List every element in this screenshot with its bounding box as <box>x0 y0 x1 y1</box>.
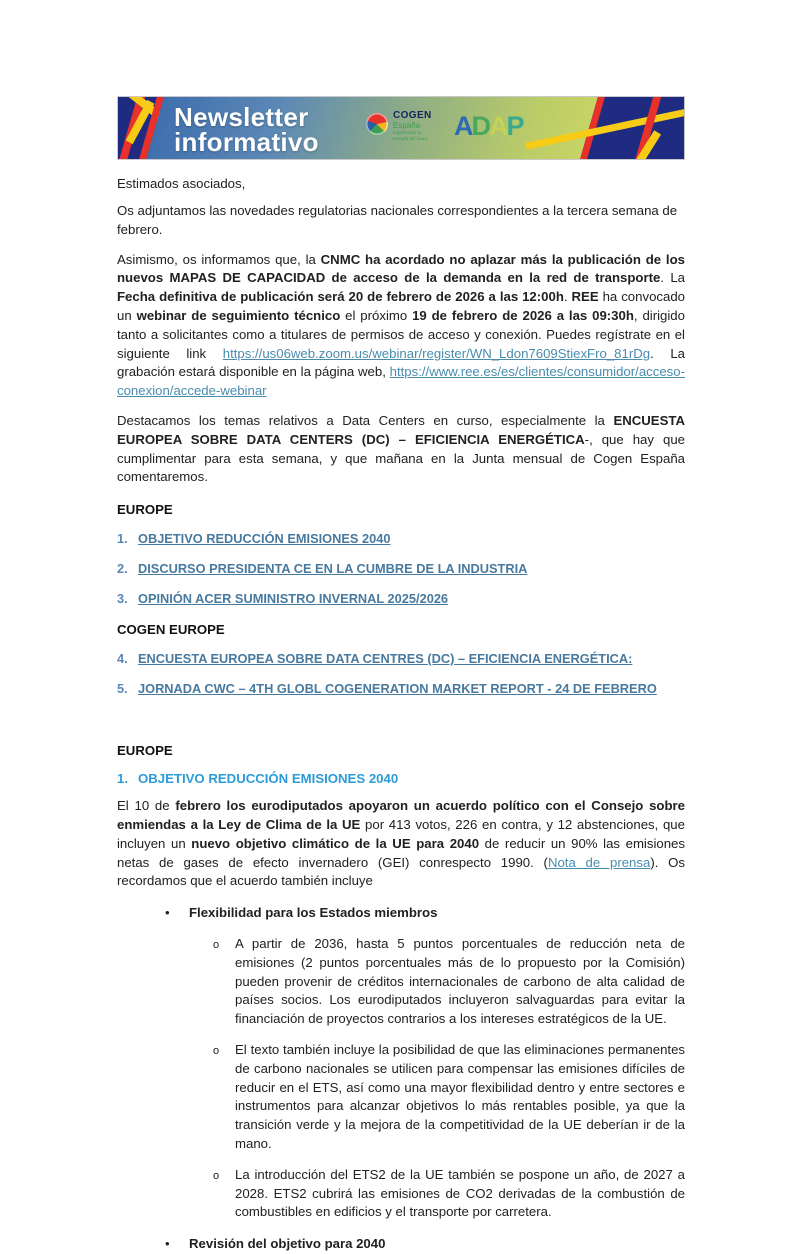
text-run: 19 de febrero de 2026 a las 09:30h <box>412 307 634 323</box>
text-run: ENCUESTA EUROPEA SOBRE DATA CENTERS (DC) – EFICIENCIA ENERGÉTICA <box>117 412 685 447</box>
bullet-revision-label: Revisión del objetivo para 2040 <box>189 1236 386 1252</box>
newsletter-banner <box>117 96 685 160</box>
adap-letter-a2: A <box>489 111 507 141</box>
cogen-logo-region: España <box>393 121 421 130</box>
hyperlink[interactable]: Nota de prensa <box>547 854 651 870</box>
sub-bullet-text: A partir de 2036, hasta 5 puntos porcentuales de reducción neta de emisiones (2 puntos porcentuales más de lo propuesto por la Comisión) pueden provenir de créditos internacionales de carbono de alta calidad de países socios. Los eurodiputados incluyeron salvaguardas para evitar la financiación de proyectos contrarios a los intereses estratégicos de la UE. <box>235 935 685 1027</box>
toc-cogen-europe-label: COGEN EUROPE <box>117 622 225 638</box>
text-run: de reducir un 90% las emisiones netas de gases de efecto invernadero (GEI) conrespecto 1990. ( <box>117 835 685 870</box>
cogen-logo-text <box>393 110 432 141</box>
text-run: por 413 votos, 226 en contra, y 12 abstenciones, que incluyen un <box>117 816 685 851</box>
section-heading-title: OBJETIVO REDUCCIÓN EMISIONES 2040 <box>138 771 399 787</box>
datacenters-paragraph <box>117 412 685 487</box>
bullet-revision <box>117 1235 685 1254</box>
banner-title-line1: Newsletter <box>174 102 309 132</box>
text-run: Fecha definitiva de publicación será 20 de febrero de 2026 a las 12:00h <box>117 289 564 305</box>
section-europe-label: EUROPE <box>117 743 173 759</box>
text-run: . <box>563 289 572 305</box>
cogen-logo-tagline1: Impulsando la <box>393 130 422 135</box>
toc-item-number: 4. <box>117 651 128 667</box>
sub-bullet-text: El texto también incluye la posibilidad de que las eliminaciones permanentes de carbono nacionales se utilicen para compensar las emisiones difíciles de reducir en el ETS, así como una mayor flexibilidad dentro y entre sectores e instrumentos para alcanzar objetivos lo más rentables posible, ya que la transición verde y la mejora de la competitividad de la UE deberían ir de la mano. <box>235 1041 685 1151</box>
intro-paragraph: Os adjuntamos las novedades regulatorias nacionales correspondientes a la tercera semana de febrero. <box>117 203 678 237</box>
hyperlink[interactable]: https://us06web.zoom.us/webinar/register/WN_Ldon7609StiexFro_81rDg <box>222 345 651 361</box>
sub-bullet-creditos <box>117 935 685 1029</box>
toc-link-encuesta-dc[interactable]: ENCUESTA EUROPEA SOBRE DATA CENTRES (DC) – EFICIENCIA ENERGÉTICA: <box>138 651 633 667</box>
toc-item-5 <box>117 680 685 697</box>
text-run: ha convocado un <box>117 289 685 323</box>
sub-bullet-marker: o <box>213 1044 220 1057</box>
text-run: . La grabación estará disponible en la página web, <box>117 345 686 380</box>
bullet-marker: • <box>165 905 170 921</box>
bullet-flexibilidad <box>117 904 685 923</box>
text-run: El 10 de <box>117 798 176 814</box>
banner-red-frame-right <box>630 96 685 160</box>
text-run: ). Os recordamos que el acuerdo también incluye <box>117 854 685 889</box>
toc-link-jornada-cwc[interactable]: JORNADA CWC – 4TH GLOBL COGENERATION MARKET REPORT - 24 DE FEBRERO <box>138 681 657 697</box>
text-run: -, que hay que cumplimentar para esta semana, y que mañana en la Junta mensual de Cogen España comentaremos. <box>117 431 685 485</box>
toc-item-number: 5. <box>117 681 128 697</box>
text-run: , dirigido tanto a solicitantes como a titulares de permisos de acceso y conexión. Puedes regístrate en el siguiente link <box>117 307 685 361</box>
section-heading <box>117 771 685 786</box>
bullet-flexibilidad-label: Flexibilidad para los Estados miembros <box>189 905 438 921</box>
cnmc-paragraph <box>117 251 685 401</box>
toc-link-discurso-presidenta[interactable]: DISCURSO PRESIDENTA CE EN LA CUMBRE DE LA INDUSTRIA <box>138 561 528 577</box>
toc-item-3 <box>117 590 685 607</box>
sub-bullet-ets2 <box>117 1166 685 1222</box>
adap-letter-d: D <box>471 111 489 141</box>
adap-logo <box>454 111 523 142</box>
toc-link-opinion-acer[interactable]: OPINIÓN ACER SUMINISTRO INVERNAL 2025/2026 <box>138 591 449 607</box>
banner-title-line2: informativo <box>174 127 319 157</box>
greeting-text: Estimados asociados, <box>117 176 246 191</box>
toc-item-4 <box>117 650 685 667</box>
hyperlink[interactable]: https://www.ree.es/es/clientes/consumidor/acceso-conexion/accede-webinar <box>117 364 685 399</box>
adap-letter-a1: A <box>454 111 472 141</box>
toc-item-number: 3. <box>117 591 128 607</box>
cogen-logo-tagline2: energía del futuro <box>393 135 429 141</box>
text-run: febrero los eurodiputados apoyaron un acuerdo político con el Consejo sobre enmiendas a la Ley de Clima de la UE <box>117 798 685 832</box>
toc-item-1 <box>117 530 685 547</box>
text-run: Destacamos los temas relativos a Data Centers en curso, especialmente la <box>117 412 614 428</box>
text-run: el próximo <box>340 307 413 323</box>
text-run: CNMC ha acordado no aplazar más la publicación de los nuevos MAPAS DE CAPACIDAD de acceso de la demanda en la red de transporte <box>117 251 685 286</box>
cogen-logo-icon <box>366 113 388 135</box>
text-run: . La <box>660 270 685 286</box>
bullet-marker: • <box>165 1236 170 1252</box>
cogen-espana-logo <box>366 110 432 141</box>
sub-bullet-marker: o <box>213 938 220 951</box>
adap-letter-p: P <box>506 111 523 141</box>
toc-item-2 <box>117 560 685 577</box>
toc-europe-label: EUROPE <box>117 502 173 518</box>
cogen-logo-name: COGEN <box>393 110 432 121</box>
sub-bullet-eliminaciones <box>117 1041 685 1154</box>
text-run: nuevo objetivo climático de la UE para 2040 <box>191 835 480 851</box>
banner-title <box>174 102 319 157</box>
el10-paragraph <box>117 797 685 891</box>
newsletter-page <box>117 96 685 1254</box>
toc-item-number: 1. <box>117 531 128 547</box>
text-run: REE <box>571 289 599 305</box>
toc-item-number: 2. <box>117 561 128 577</box>
toc-link-objetivo-reduccion[interactable]: OBJETIVO REDUCCIÓN EMISIONES 2040 <box>138 531 391 547</box>
section-heading-number: 1. <box>117 771 128 787</box>
text-run: webinar de seguimiento técnico <box>136 307 341 323</box>
sub-bullet-marker: o <box>213 1169 220 1182</box>
sub-bullet-text: La introducción del ETS2 de la UE también se pospone un año, de 2027 a 2028. ETS2 cubrirá las emisiones de CO2 derivadas de la combustión de combustibles en edificios y el transporte por carretera. <box>235 1166 685 1220</box>
text-run: Asimismo, os informamos que, la <box>117 251 321 267</box>
